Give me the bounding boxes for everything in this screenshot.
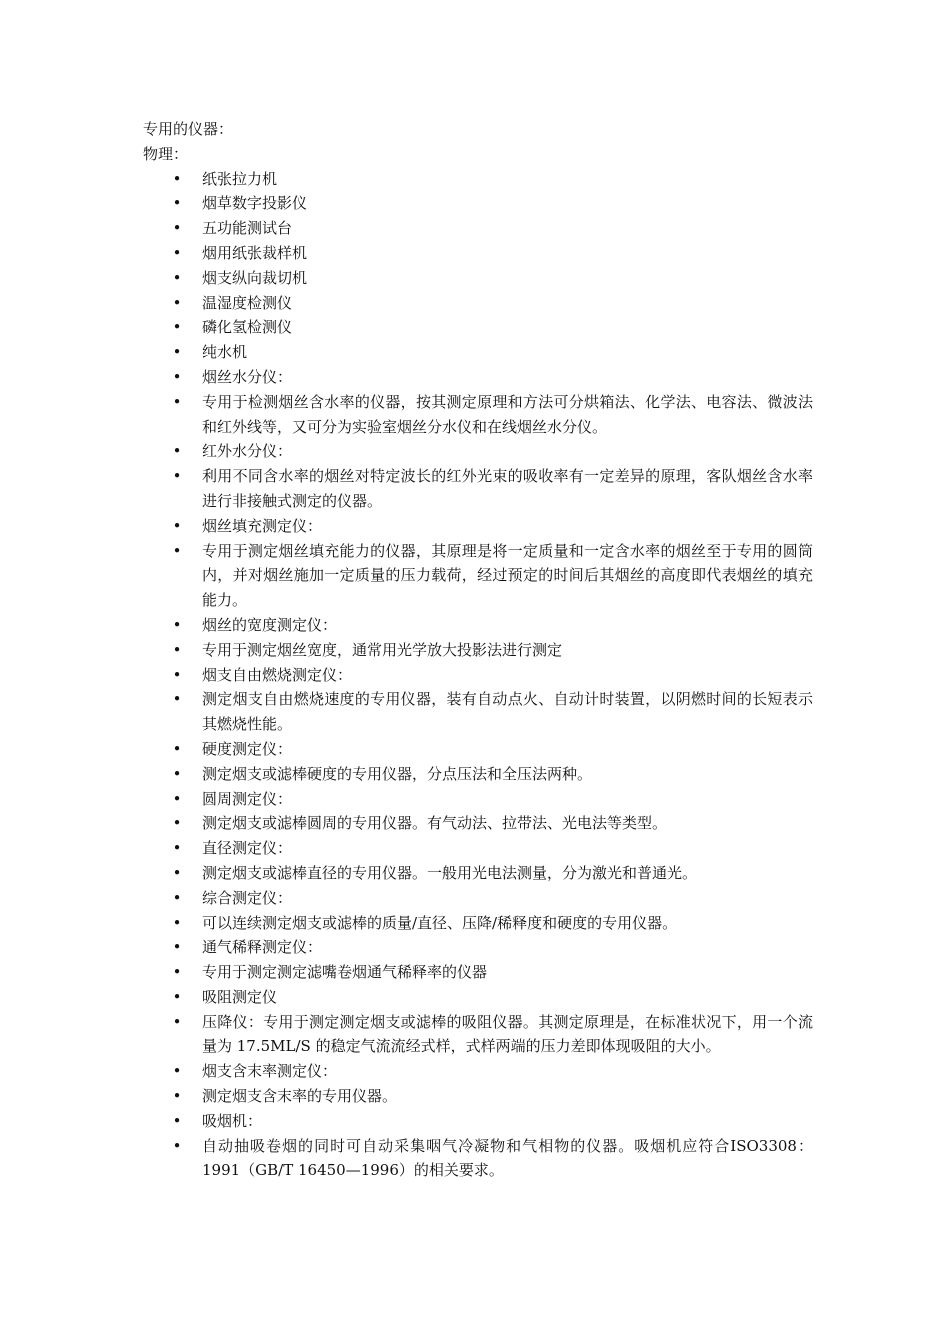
list-item-text: 烟丝水分仪：: [202, 367, 293, 386]
list-item: [143, 315, 813, 340]
bullet-icon: •: [172, 243, 182, 262]
bullet-icon: •: [172, 739, 182, 758]
list-item: [143, 167, 813, 192]
bullet-icon: •: [172, 392, 182, 411]
bullet-icon: •: [172, 194, 182, 213]
list-item: [143, 191, 813, 216]
list-item: [143, 861, 813, 886]
bullet-icon: •: [172, 888, 182, 907]
list-item-text: 烟丝的宽度测定仪：: [202, 615, 338, 634]
list-item-text: 测定烟支含末率的专用仪器。: [202, 1087, 398, 1106]
bullet-icon: •: [172, 640, 182, 659]
list-item: [143, 1010, 813, 1060]
bullet-icon: •: [172, 219, 182, 238]
list-item: [143, 539, 813, 613]
list-item: [143, 737, 813, 762]
list-item: [143, 663, 813, 688]
list-item-text: 测定烟支或滤棒硬度的专用仪器，分点压法和全压法两种。: [202, 764, 593, 783]
list-item: [143, 266, 813, 291]
list-item-text: 纯水机: [202, 343, 248, 362]
list-item-text: 烟草数字投影仪: [202, 194, 308, 213]
bullet-icon: •: [172, 293, 182, 312]
list-item-text: 硬度测定仪：: [202, 739, 293, 758]
list-item-text: 圆周测定仪：: [202, 789, 293, 808]
bullet-icon: •: [172, 516, 182, 535]
list-item-text: 专用于测定烟丝填充能力的仪器，其原理是将一定质量和一定含水率的烟丝至于专用的圆筒内，并对烟丝施加一定质量的压力载荷，经过预定的时间后其烟丝的高度即代表烟丝的填充能力。: [202, 541, 813, 610]
list-item: [143, 1109, 813, 1134]
bullet-icon: •: [172, 1087, 182, 1106]
list-item-text: 红外水分仪：: [202, 442, 293, 461]
list-item-text: 自动抽吸卷烟的同时可自动采集咽气冷凝物和气相物的仪器。吸烟机应符合ISO3308：1991（GB/T 16450—1996）的相关要求。: [202, 1136, 813, 1180]
list-item-text: 直径测定仪：: [202, 839, 293, 858]
heading-instruments: 专用的仪器：: [143, 120, 234, 138]
list-item: [143, 836, 813, 861]
bullet-icon: •: [172, 442, 182, 461]
bullet-icon: •: [172, 169, 182, 188]
bullet-icon: •: [172, 343, 182, 362]
list-item-text: 测定烟支或滤棒圆周的专用仪器。有气动法、拉带法、光电法等类型。: [202, 814, 668, 833]
list-item-text: 烟支自由燃烧测定仪：: [202, 665, 353, 684]
bullet-icon: •: [172, 1062, 182, 1081]
bullet-icon: •: [172, 1136, 182, 1155]
bullet-icon: •: [172, 318, 182, 337]
list-item: [143, 390, 813, 440]
bullet-icon: •: [172, 963, 182, 982]
list-item-text: 烟支纵向裁切机: [202, 268, 308, 287]
bullet-icon: •: [172, 789, 182, 808]
list-item: [143, 216, 813, 241]
list-item: [143, 787, 813, 812]
list-item-text: 温湿度检测仪: [202, 293, 293, 312]
list-item-text: 专用于检测烟丝含水率的仪器，按其测定原理和方法可分烘箱法、化学法、电容法、微波法和红外线等，又可分为实验室烟丝分水仪和在线烟丝水分仪。: [202, 392, 813, 436]
list-item: [143, 1084, 813, 1109]
list-item: [143, 464, 813, 514]
bullet-icon: •: [172, 863, 182, 882]
bullet-icon: •: [172, 665, 182, 684]
bullet-icon: •: [172, 839, 182, 858]
list-item: [143, 241, 813, 266]
list-item-text: 专用于测定烟丝宽度，通常用光学放大投影法进行测定: [202, 640, 563, 659]
bullet-icon: •: [172, 467, 182, 486]
list-item-text: 吸烟机：: [202, 1111, 263, 1130]
list-item: [143, 762, 813, 787]
list-item-text: 烟丝填充测定仪：: [202, 516, 323, 535]
list-item: [143, 638, 813, 663]
bullet-icon: •: [172, 913, 182, 932]
bullet-icon: •: [172, 541, 182, 560]
list-item: [143, 935, 813, 960]
list-item-text: 吸阻测定仪: [202, 987, 278, 1006]
list-item: [143, 340, 813, 365]
bullet-icon: •: [172, 690, 182, 709]
bullet-icon: •: [172, 367, 182, 386]
bullet-icon: •: [172, 615, 182, 634]
bullet-icon: •: [172, 1012, 182, 1031]
bullet-icon: •: [172, 987, 182, 1006]
list-item: [143, 514, 813, 539]
bullet-icon: •: [172, 814, 182, 833]
list-item-text: 测定烟支或滤棒直径的专用仪器。一般用光电法测量，分为激光和普通光。: [202, 863, 698, 882]
list-item: [143, 985, 813, 1010]
list-item: [143, 365, 813, 390]
list-item: [143, 1059, 813, 1084]
bullet-icon: •: [172, 764, 182, 783]
list-item-text: 可以连续测定烟支或滤棒的质量/直径、压降/稀释度和硬度的专用仪器。: [202, 913, 678, 932]
list-item-text: 五功能测试台: [202, 219, 293, 238]
list-item-text: 纸张拉力机: [202, 169, 278, 188]
list-item: [143, 960, 813, 985]
heading-physical: 物理：: [143, 144, 189, 163]
list-item: [143, 613, 813, 638]
list-item: [143, 1134, 813, 1184]
list-item-text: 烟支含末率测定仪：: [202, 1062, 338, 1081]
bullet-icon: •: [172, 938, 182, 957]
list-item: [143, 811, 813, 836]
list-item: [143, 911, 813, 936]
list-item: [143, 439, 813, 464]
list-item-text: 利用不同含水率的烟丝对特定波长的红外光束的吸收率有一定差异的原理，客队烟丝含水率进行非接触式测定的仪器。: [202, 467, 813, 510]
list-item: [143, 291, 813, 316]
bullet-icon: •: [172, 1111, 182, 1130]
list-item-text: 测定烟支自由燃烧速度的专用仪器，装有自动点火、自动计时装置，以阴燃时间的长短表示其燃烧性能。: [202, 690, 813, 734]
bullet-icon: •: [172, 268, 182, 287]
list-item-text: 烟用纸张裁样机: [202, 243, 308, 262]
list-item-text: 专用于测定测定滤嘴卷烟通气稀释率的仪器: [202, 963, 488, 982]
list-item-text: 磷化氢检测仪: [202, 318, 293, 337]
document-body: [143, 117, 813, 1183]
list-item-text: 通气稀释测定仪：: [202, 938, 323, 957]
list-item: [143, 886, 813, 911]
list-item-text: 压降仪：专用于测定测定烟支或滤棒的吸阻仪器。其测定原理是，在标准状况下，用一个流量为 17.5ML/S 的稳定气流流经式样，式样两端的压力差即体现吸阻的大小。: [202, 1012, 813, 1056]
list-item-text: 综合测定仪：: [202, 888, 293, 907]
list-item: [143, 687, 813, 737]
instrument-list: [143, 167, 813, 1184]
